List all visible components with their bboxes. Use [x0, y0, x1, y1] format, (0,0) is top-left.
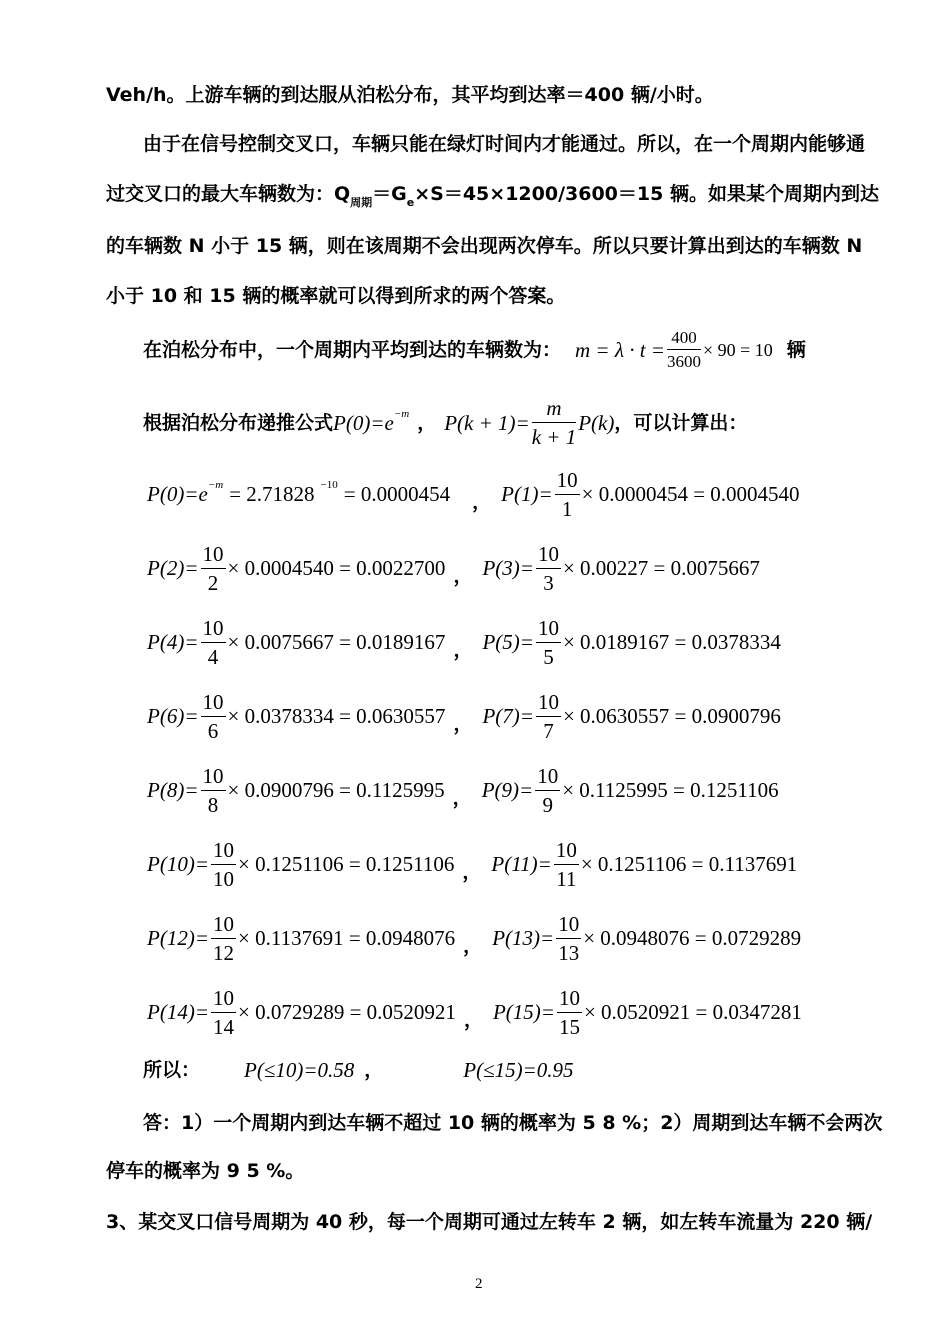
row-separator: ， [453, 638, 473, 661]
paragraph-1-text: Veh/h。上游车辆的到达服从泊松分布，其平均到达率＝400 辆/小时。 [106, 84, 714, 106]
fraction-numerator: 10 [555, 467, 580, 495]
left-fraction [201, 541, 226, 596]
row-separator: ， [462, 860, 482, 883]
answer-line-2 [106, 1159, 304, 1183]
left-rhs: × 0.0075667 = 0.0189167 [227, 629, 446, 654]
fraction-numerator: 10 [557, 985, 582, 1013]
fraction-denominator: 4 [207, 644, 219, 669]
recursion-pk1: P(k + 1)= [444, 410, 530, 435]
question-3 [106, 1210, 872, 1234]
conclusion-line [143, 1058, 574, 1082]
paragraph-1 [106, 83, 714, 107]
fraction-denominator: 8 [207, 792, 219, 817]
right-fraction [536, 541, 561, 596]
recursion-formula-line [143, 395, 747, 450]
fraction-numerator: 10 [554, 837, 579, 865]
left-rhs: × 0.0729289 = 0.0520921 [238, 999, 456, 1024]
equation-row [147, 681, 781, 751]
mean-formula-lhs: m = λ · t = [575, 337, 665, 362]
right-rhs: × 0.0189167 = 0.0378334 [562, 629, 781, 654]
right-fraction [556, 911, 581, 966]
fraction-denominator: 15 [558, 1014, 580, 1039]
row-separator: ， [472, 490, 492, 513]
fraction-numerator: 10 [201, 541, 226, 569]
right-lhs: P(13)= [492, 925, 555, 950]
right-lhs: P(9)= [481, 777, 534, 802]
equation-row [147, 903, 801, 973]
fraction-denominator: 5 [543, 644, 554, 669]
question-3-text: 3、某交叉口信号周期为 40 秒，每一个周期可通过左转车 2 辆，如左转车流量为 220 辆/ [106, 1211, 873, 1233]
conclusion-p10: P(≤10)=0.58 [244, 1058, 355, 1082]
right-lhs: P(3)= [482, 555, 534, 580]
answer-text-1: 答：1）一个周期内到达车辆不超过 10 辆的概率为 5 8 %；2）周期到达车辆不会两次 [143, 1112, 883, 1134]
fraction-numerator: 10 [201, 615, 226, 643]
conclusion-comma: ， [364, 1059, 384, 1081]
recursion-tail: ，可以计算出： [614, 411, 748, 434]
right-rhs: × 0.0948076 = 0.0729289 [583, 925, 802, 950]
recursion-label: 根据泊松分布递推公式 [143, 411, 334, 434]
left-fraction [201, 615, 226, 670]
right-fraction [535, 763, 560, 818]
right-lhs: P(5)= [482, 629, 534, 654]
left-rhs: × 0.1251106 = 0.1251106 [238, 851, 455, 876]
mean-arrivals-label: 在泊松分布中，一个周期内平均到达的车辆数为： [143, 338, 562, 361]
right-lhs: P(7)= [482, 703, 534, 728]
fraction-denominator: 12 [213, 940, 234, 965]
recursion-p0: P(0)= [333, 410, 385, 435]
fraction-denominator: 3600 [666, 352, 701, 371]
p1-fraction [555, 467, 580, 522]
fraction-numerator: 10 [201, 763, 226, 791]
equation-row [147, 977, 802, 1047]
fraction-numerator: 10 [536, 541, 561, 569]
right-rhs: × 0.0520921 = 0.0347281 [583, 999, 802, 1024]
left-fraction [211, 985, 236, 1040]
p1-lhs: P(1)= [501, 481, 553, 506]
p0-e: e [198, 481, 208, 506]
right-fraction [536, 615, 561, 670]
left-lhs: P(12)= [147, 925, 209, 950]
conclusion-label: 所以： [143, 1059, 201, 1081]
equation-row [147, 607, 781, 677]
paragraph-5-text: 小于 10 和 15 辆的概率就可以得到所求的两个答案。 [106, 285, 566, 307]
page-number: 2 [475, 1276, 483, 1292]
right-fraction [536, 689, 561, 744]
mean-unit: 辆 [786, 338, 806, 361]
fraction-denominator: 7 [543, 718, 554, 743]
p0-exp: −m [207, 479, 224, 491]
fraction-denominator: 13 [558, 940, 580, 965]
right-fraction [554, 837, 579, 892]
paragraph-3-text-c: ×S＝45×1200/3600＝15 辆。如果某个周期内到达 [414, 183, 879, 205]
fraction-denominator: 11 [556, 866, 577, 891]
fraction-numerator: 10 [536, 615, 561, 643]
fraction-denominator: 10 [213, 866, 234, 891]
paragraph-3-text-b: ＝G [372, 183, 407, 205]
equation-row [147, 755, 779, 825]
fraction-denominator: 2 [207, 570, 219, 595]
recursion-exponent: −m [393, 407, 410, 420]
equation-row-0 [147, 459, 800, 529]
recursion-fraction [532, 395, 577, 450]
fraction-numerator: m [532, 395, 577, 423]
p0-lhs: P(0)= [147, 481, 199, 506]
paragraph-5 [106, 284, 565, 308]
fraction-numerator: 10 [535, 763, 560, 791]
left-lhs: P(6)= [147, 703, 199, 728]
paragraph-4-text: 的车辆数 N 小于 15 辆，则在该周期不会出现两次停车。所以只要计算出到达的车辆数 N [106, 235, 863, 257]
left-lhs: P(14)= [147, 999, 209, 1024]
row-separator: ， [463, 934, 483, 957]
left-rhs: × 0.1137691 = 0.0948076 [238, 925, 456, 950]
p1-rhs: × 0.0000454 = 0.0004540 [581, 481, 800, 506]
paragraph-3-text-a: 过交叉口的最大车辆数为：Q [106, 183, 351, 205]
row-separator: ， [453, 564, 473, 587]
paragraph-2 [143, 132, 865, 156]
right-rhs: × 0.0630557 = 0.0900796 [562, 703, 781, 728]
fraction-numerator: 10 [211, 837, 236, 865]
fraction-denominator: 6 [207, 718, 219, 743]
right-rhs: × 0.1125995 = 0.1251106 [562, 777, 779, 802]
right-fraction [557, 985, 582, 1040]
fraction-denominator: 9 [542, 792, 553, 817]
equation-row [147, 533, 760, 603]
right-lhs: P(15)= [492, 999, 555, 1024]
g-subscript-e: e [406, 196, 415, 209]
conclusion-p15: P(≤15)=0.95 [463, 1058, 574, 1082]
left-lhs: P(10)= [147, 851, 209, 876]
fraction-numerator: 400 [667, 327, 701, 350]
left-rhs: × 0.0378334 = 0.0630557 [227, 703, 446, 728]
left-fraction [211, 911, 236, 966]
fraction-denominator: 1 [561, 496, 573, 521]
left-fraction [201, 689, 226, 744]
row-separator: ， [452, 786, 472, 809]
fraction-numerator: 10 [211, 985, 236, 1013]
right-lhs: P(11)= [491, 851, 552, 876]
fraction-denominator: k + 1 [531, 425, 577, 449]
row-separator: ， [463, 1008, 483, 1031]
right-rhs: × 0.1251106 = 0.1137691 [580, 851, 798, 876]
recursion-e: e [384, 410, 394, 435]
fraction-numerator: 10 [211, 911, 236, 939]
left-lhs: P(2)= [147, 555, 199, 580]
p0-value: = 0.0000454 [343, 481, 451, 506]
left-lhs: P(8)= [147, 777, 199, 802]
paragraph-4 [106, 234, 862, 258]
row-separator: ， [453, 712, 473, 735]
equation-row [147, 829, 797, 899]
mean-formula-fraction [667, 327, 701, 372]
recursion-comma: ， [417, 411, 437, 434]
mean-formula-rhs: × 90 = 10 [702, 339, 773, 360]
answer-line-1 [143, 1111, 882, 1135]
left-rhs: × 0.0900796 = 0.1125995 [227, 777, 445, 802]
left-rhs: × 0.0004540 = 0.0022700 [227, 555, 446, 580]
fraction-denominator: 3 [543, 570, 554, 595]
left-fraction [211, 837, 236, 892]
left-fraction [201, 763, 226, 818]
paragraph-3 [106, 182, 879, 209]
p0-base: = 2.71828 [229, 481, 315, 506]
right-rhs: × 0.00227 = 0.0075667 [562, 555, 760, 580]
fraction-numerator: 10 [201, 689, 226, 717]
fraction-denominator: 14 [213, 1014, 234, 1039]
answer-text-2: 停车的概率为 9 5 %。 [106, 1160, 305, 1182]
fraction-numerator: 10 [536, 689, 561, 717]
p0-exp2: −10 [320, 479, 338, 491]
fraction-numerator: 10 [556, 911, 581, 939]
paragraph-2-text: 由于在信号控制交叉口，车辆只能在绿灯时间内才能通过。所以，在一个周期内能够通 [143, 133, 866, 155]
q-subscript-period: 周期 [350, 196, 373, 209]
left-lhs: P(4)= [147, 629, 199, 654]
mean-arrivals-line [143, 327, 806, 372]
recursion-pk: P(k) [578, 410, 615, 435]
